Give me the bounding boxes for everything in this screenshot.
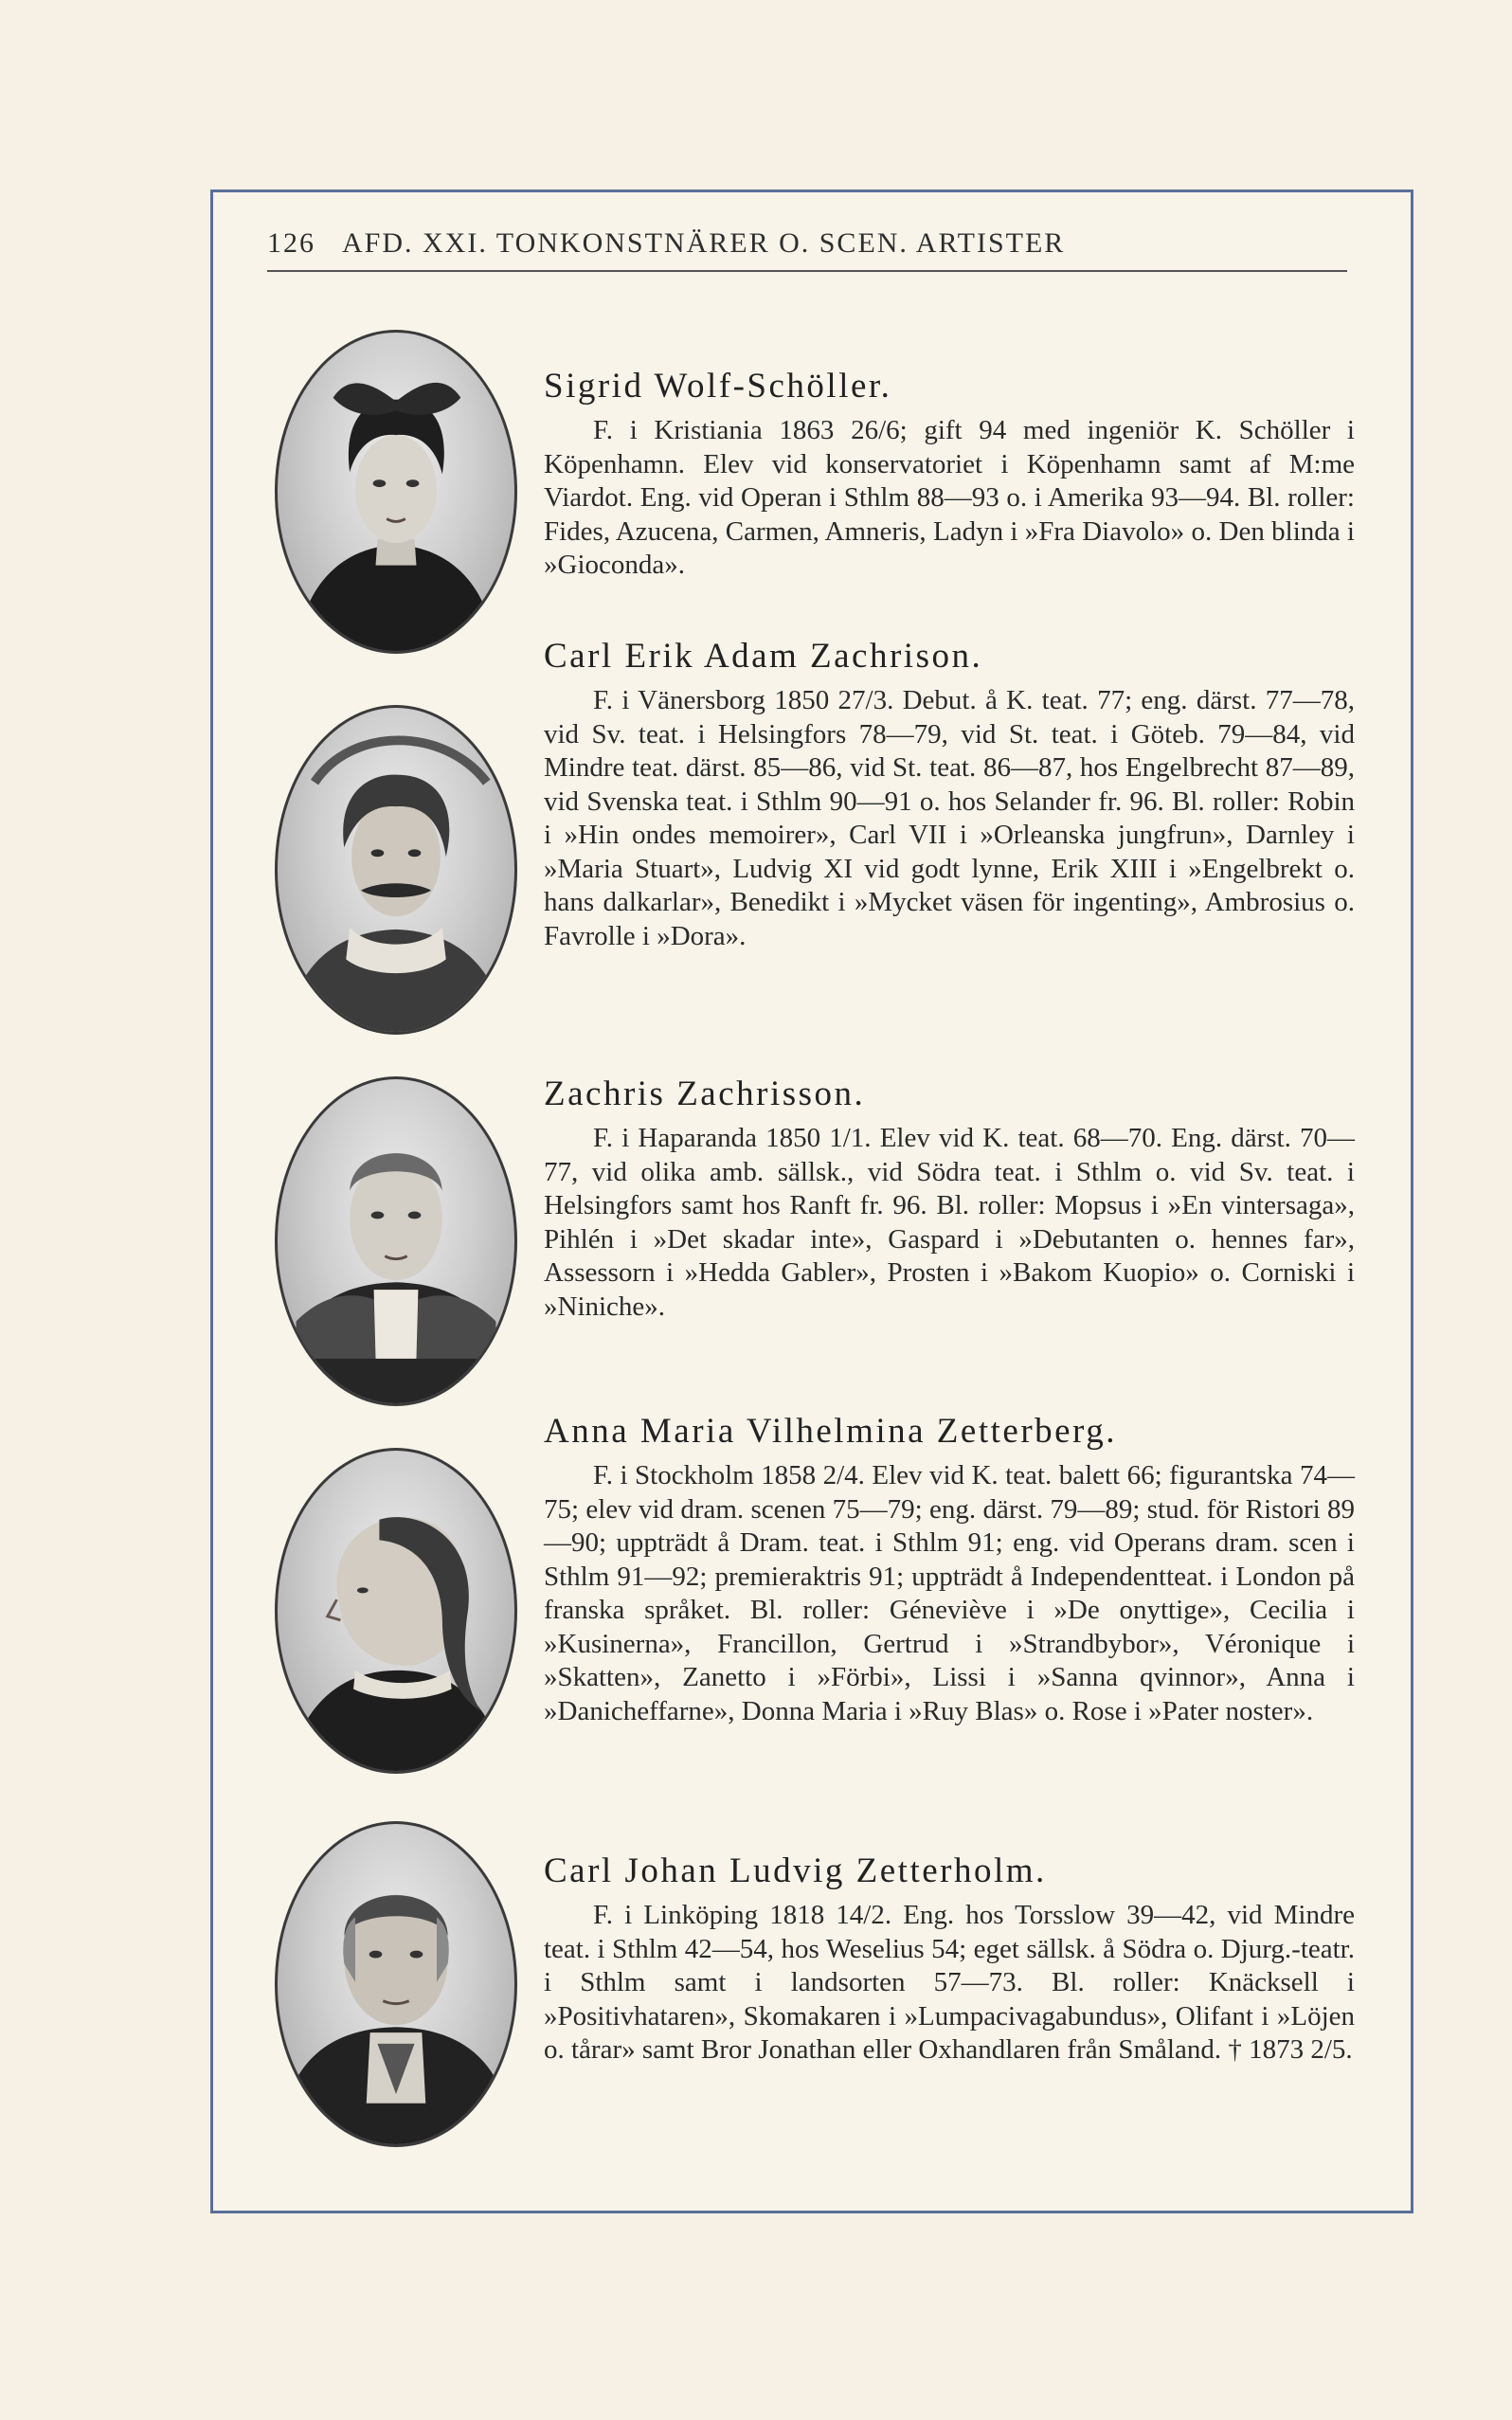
running-header (267, 227, 1347, 267)
entry-text: F. i Linköping 1818 14/2. Eng. hos Torsslow 39—42, vid Mindre teat. i Sthlm 42—54, hos Weselius 54; eget sällsk. å Södra o. Djurg.-teatr. i Sthlm samt i landsorten 57—73. Bl. roller: Knäcksell i »Positivhataren», Skomakaren i »Lumpacivagabundus», Olifant i »Löjen o. tårar» samt Bror Jonathan eller Oxhandlaren från Småland. † 1873 2/5. (544, 1900, 1355, 2065)
entry-name: Sigrid Wolf-Schöller. (544, 367, 892, 406)
biography-entry (544, 635, 1355, 953)
entry-text: F. i Haparanda 1850 1/1. Elev vid K. teat. 68—70. Eng. därst. 70—77, vid olika amb. sällsk., vid Södra teat. i Sthlm o. vid Sv. teat. i Helsingfors samt hos Ranft fr. 96. Bl. roller: Mopsus i »En vintersaga», Pihlén i »Det skadar inte», Gaspard i »Debutanten o. hennes far», Assessorn i »Hedda Gabler», Prosten i »Bakom Kuopio» o. Corniski i »Niniche». (544, 1123, 1355, 1322)
entry-text: F. i Kristiania 1863 26/6; gift 94 med ingeniör K. Schöller i Köpenhamn. Elev vid konservatoriet i Köpenhamn samt af M:me Viardot. Eng. vid Operan i Sthlm 88—93 o. i Amerika 93—94. Bl. roller: Fides, Azucena, Carmen, Amneris, Ladyn i »Fra Diavolo» o. Den blinda i »Gioconda». (544, 415, 1355, 580)
entry-name: Zachris Zachrisson. (544, 1075, 866, 1113)
biography-entry (544, 1073, 1355, 1324)
section-title: AFD. XXI. TONKONSTNÄRER O. SCEN. ARTISTER (342, 227, 1066, 259)
entry-name: Carl Erik Adam Zachrison. (544, 637, 983, 676)
biography-entry (544, 365, 1355, 583)
woman-in-profile-portrait (275, 1448, 517, 1774)
biography-entry (544, 1850, 1355, 2068)
man-in-costume-portrait (275, 705, 517, 1035)
man-in-fur-collar-portrait (275, 1076, 517, 1406)
entry-name: Carl Johan Ludvig Zetterholm. (544, 1851, 1047, 1890)
page-number: 126 (267, 227, 315, 259)
entry-text: F. i Vänersborg 1850 27/3. Debut. å K. teat. 77; eng. därst. 77—78, vid Sv. teat. i Helsingfors 78—79, vid St. teat. i Göteb. 79—84, vid Mindre teat. därst. 85—86, vid St. teat. 86—87, hos Engelbrecht 87—89, vid Svenska teat. i Sthlm 90—91 o. hos Selander fr. 96. Bl. roller: Robin i »Hin ondes memoirer», Carl VII i »Orleanska jungfrun», Darnley i »Maria Stuart», Ludvig XI vid godt lynne, Erik XIII i »Engelbrekt o. hans dalkarlar», Benedikt i »Mycket väsen för ingenting», Ambrosius o. Favrolle i »Dora». (544, 685, 1355, 951)
entry-name: Anna Maria Vilhelmina Zetterberg. (544, 1412, 1117, 1451)
header-rule (267, 270, 1347, 272)
woman-with-hair-bow-portrait (275, 330, 517, 654)
entry-text: F. i Stockholm 1858 2/4. Elev vid K. teat. balett 66; figurantska 74—75; elev vid dram. scenen 75—79; eng. därst. 79—89; stud. för Ristori 89—90; uppträdt å Dram. teat. i Sthlm 91; eng. vid Operans dram. scen i Sthlm 91—92; premieraktris 91; uppträdt å Independentteat. i London på franska språket. Bl. roller: Géneviève i »De onyttige», Cecilia i »Kusinerna», Francillon, Gertrud i »Strandbybor», Véronique i »Skatten», Zanetto i »Förbi», Lissi i »Sanna qvinnor», Anna i »Danicheffarne», Donna Maria i »Ruy Blas» o. Rose i »Pater noster». (544, 1460, 1355, 1726)
older-man-portrait (275, 1821, 517, 2147)
biography-entry (544, 1410, 1355, 1728)
